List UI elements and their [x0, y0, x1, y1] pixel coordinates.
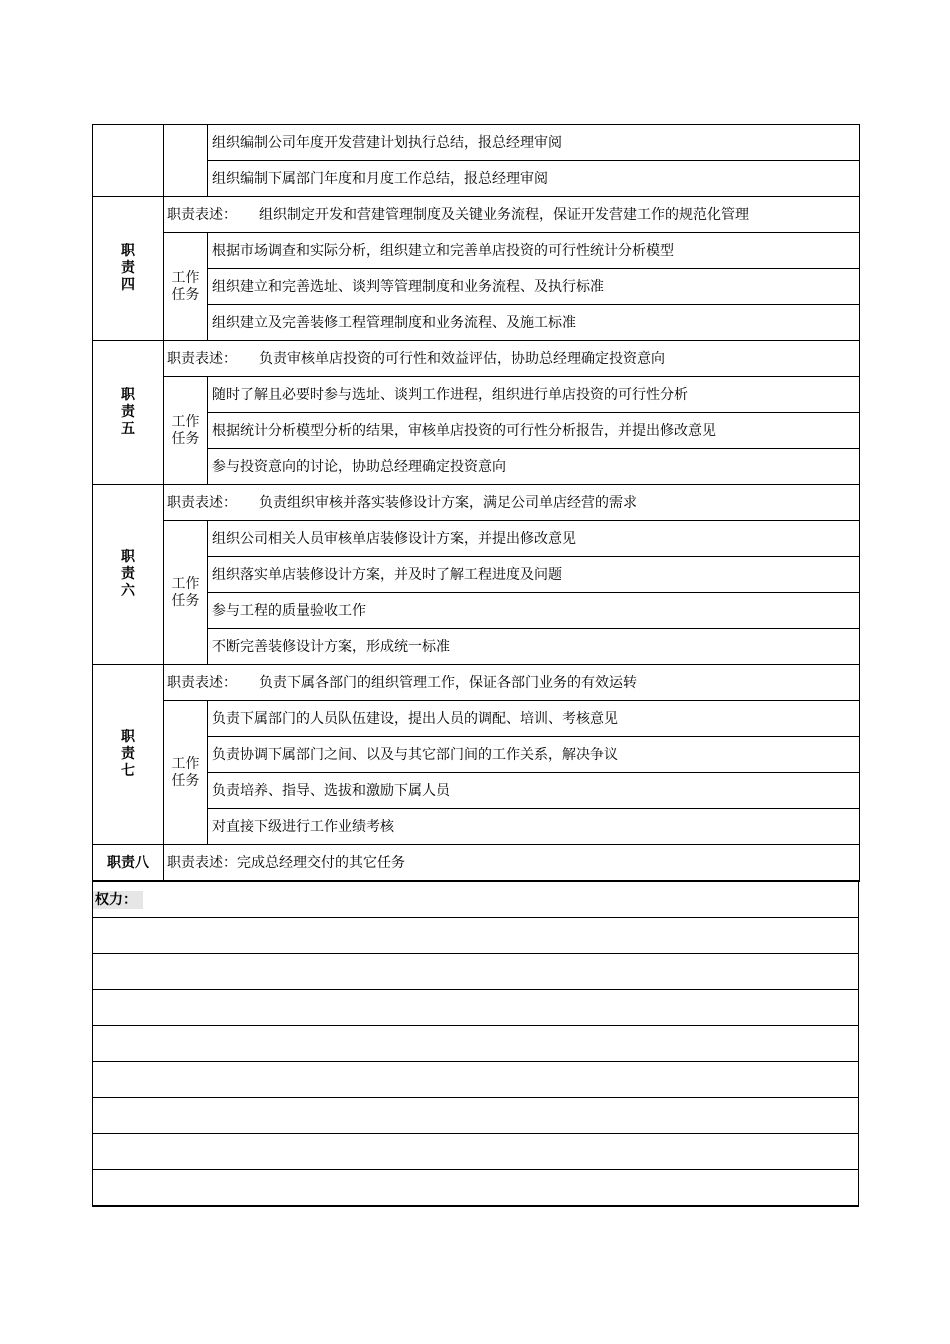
power-blank-line [93, 954, 859, 990]
task-item: 负责下属部门的人员队伍建设，提出人员的调配、培训、考核意见 [208, 701, 860, 737]
task-label-cell-empty [164, 125, 208, 197]
power-blank-line [93, 1134, 859, 1170]
power-header-cell [93, 882, 859, 918]
task-label-7: 工作任务 [164, 701, 208, 845]
table-row [93, 233, 860, 269]
task-item: 组织编制下属部门年度和月度工作总结，报总经理审阅 [208, 161, 860, 197]
table-row [93, 954, 859, 990]
power-blank-line [93, 1170, 859, 1207]
duty-title-cell-empty [93, 125, 164, 197]
power-blank-line [93, 990, 859, 1026]
table-row [93, 521, 860, 557]
table-row [93, 737, 860, 773]
duty-title-4: 职责四 [93, 197, 164, 341]
table-row [93, 990, 859, 1026]
table-row [93, 1134, 859, 1170]
table-row [93, 305, 860, 341]
task-item: 组织公司相关人员审核单店装修设计方案，并提出修改意见 [208, 521, 860, 557]
table-row [93, 1026, 859, 1062]
duty-title-5: 职责五 [93, 341, 164, 485]
duty-title-7: 职责七 [93, 665, 164, 845]
table-row [93, 665, 860, 701]
duty-description-8: 职责表述：完成总经理交付的其它任务 [164, 845, 860, 882]
table-row [93, 485, 860, 521]
duty-title-6: 职责六 [93, 485, 164, 665]
task-item: 随时了解且必要时参与选址、谈判工作进程，组织进行单店投资的可行性分析 [208, 377, 860, 413]
job-description-document [92, 124, 859, 1207]
power-blank-line [93, 1098, 859, 1134]
table-row [93, 1098, 859, 1134]
task-item: 负责协调下属部门之间、以及与其它部门间的工作关系，解决争议 [208, 737, 860, 773]
task-label-6: 工作任务 [164, 521, 208, 665]
table-row [93, 449, 860, 485]
task-item: 不断完善装修设计方案，形成统一标准 [208, 629, 860, 665]
task-item: 对直接下级进行工作业绩考核 [208, 809, 860, 845]
table-row [93, 882, 859, 918]
duty-description-6: 职责表述： 负责组织审核并落实装修设计方案，满足公司单店经营的需求 [164, 485, 860, 521]
duties-table [92, 124, 860, 882]
task-item: 组织建立和完善选址、谈判等管理制度和业务流程、及执行标准 [208, 269, 860, 305]
power-blank-line [93, 918, 859, 954]
table-row [93, 557, 860, 593]
table-row [93, 918, 859, 954]
task-item: 根据统计分析模型分析的结果，审核单店投资的可行性分析报告，并提出修改意见 [208, 413, 860, 449]
table-row [93, 773, 860, 809]
table-row [93, 1170, 859, 1207]
duty-description-5: 职责表述： 负责审核单店投资的可行性和效益评估，协助总经理确定投资意向 [164, 341, 860, 377]
table-row [93, 593, 860, 629]
table-row [93, 701, 860, 737]
table-row [93, 341, 860, 377]
task-item: 组织编制公司年度开发营建计划执行总结，报总经理审阅 [208, 125, 860, 161]
task-item: 负责培养、指导、选拔和激励下属人员 [208, 773, 860, 809]
power-blank-line [93, 1026, 859, 1062]
duty-description-4: 职责表述： 组织制定开发和营建管理制度及关键业务流程，保证开发营建工作的规范化管理 [164, 197, 860, 233]
task-label-5: 工作任务 [164, 377, 208, 485]
table-row [93, 269, 860, 305]
task-item: 参与工程的质量验收工作 [208, 593, 860, 629]
task-item: 组织落实单店装修设计方案，并及时了解工程进度及问题 [208, 557, 860, 593]
task-item: 组织建立及完善装修工程管理制度和业务流程、及施工标准 [208, 305, 860, 341]
power-section [92, 882, 859, 1207]
task-label-4: 工作任务 [164, 233, 208, 341]
table-row [93, 377, 860, 413]
power-blank-line [93, 1062, 859, 1098]
table-row [93, 197, 860, 233]
power-label: 权力： [93, 891, 143, 909]
table-row [93, 845, 860, 882]
table-row [93, 629, 860, 665]
table-row [93, 413, 860, 449]
table-row [93, 809, 860, 845]
table-row [93, 125, 860, 161]
task-item: 参与投资意向的讨论，协助总经理确定投资意向 [208, 449, 860, 485]
duty-description-7: 职责表述： 负责下属各部门的组织管理工作，保证各部门业务的有效运转 [164, 665, 860, 701]
table-row [93, 1062, 859, 1098]
duty-title-8: 职责八 [93, 845, 164, 882]
table-row [93, 161, 860, 197]
task-item: 根据市场调查和实际分析，组织建立和完善单店投资的可行性统计分析模型 [208, 233, 860, 269]
